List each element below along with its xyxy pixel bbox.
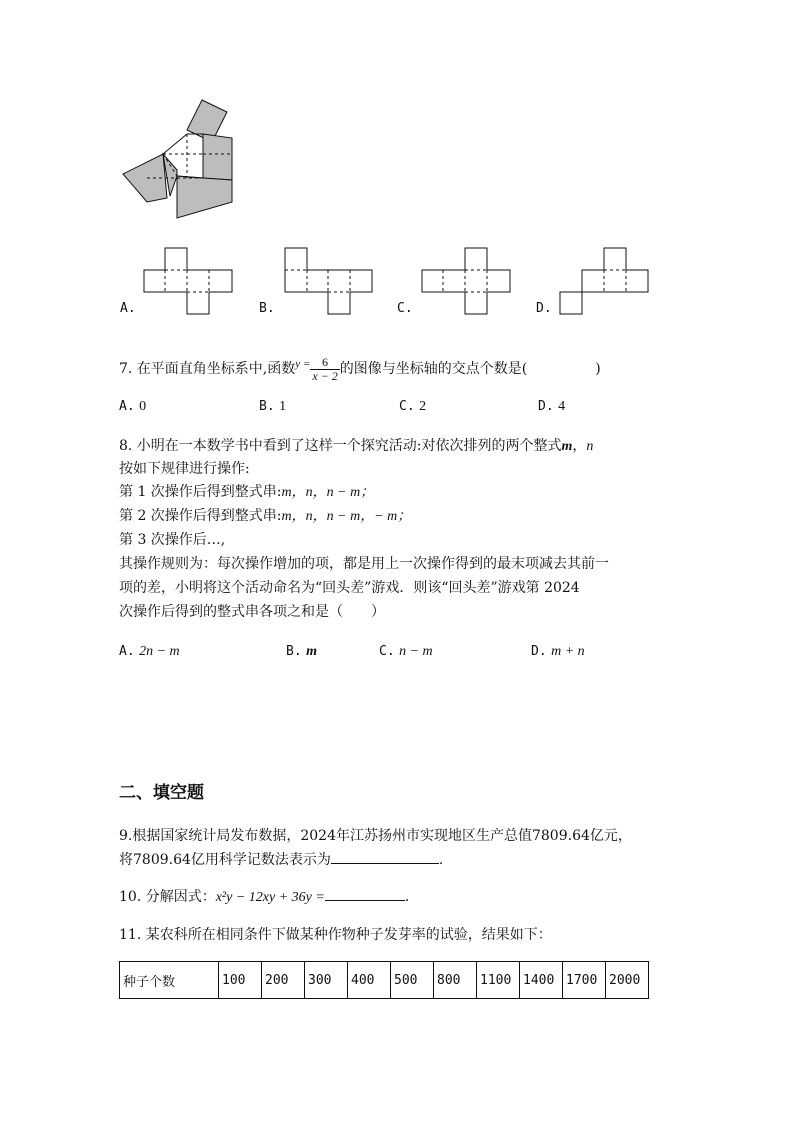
q8-line-5: 第 3 次操作后…,	[119, 532, 226, 548]
q7-fraction	[310, 356, 339, 383]
q9-line-2-text: 将7809.64亿用科学记数法表示为	[119, 852, 331, 868]
table-cell: 1100	[477, 962, 520, 999]
q8-option-c[interactable]	[379, 641, 433, 662]
q8-option-b[interactable]	[286, 641, 317, 662]
option-a-net	[140, 244, 240, 316]
q7-option-a-label: A.	[119, 399, 135, 414]
q10-answer-blank[interactable]	[325, 886, 405, 901]
q9-answer-blank[interactable]	[331, 849, 439, 864]
q6-option-b-label[interactable]: B.	[259, 301, 275, 316]
option-d-net	[556, 244, 656, 316]
q8-option-a[interactable]	[119, 641, 180, 662]
q7-fraction-denominator: x − 2	[312, 368, 338, 383]
q9-period: .	[438, 852, 444, 868]
q11-stem: 11. 某农科所在相同条件下做某种作物种子发芽率的试验，结果如下：	[119, 927, 552, 943]
q7-stem-pre: 7. 在平面直角坐标系中,函数	[119, 361, 296, 377]
q7-paren-close: )	[595, 361, 601, 377]
table-cell: 200	[262, 962, 305, 999]
q7-option-c-value: 2	[419, 399, 427, 414]
q6-option-a-label[interactable]: A.	[120, 301, 136, 316]
q8-line-3	[119, 482, 374, 503]
q10-line	[119, 886, 409, 908]
q7-option-c[interactable]	[399, 396, 426, 417]
q8-line-3-expr: m，n，n − m；	[281, 485, 375, 500]
q8-var-m: m	[561, 439, 573, 454]
q8-line-1	[119, 436, 593, 457]
q9-line-2	[119, 849, 443, 870]
q7-option-c-label: C.	[399, 399, 415, 414]
q7-option-d-value: 4	[558, 399, 566, 414]
table-cell: 500	[391, 962, 434, 999]
q7-stem-post: 的图像与坐标轴的交点个数是(	[339, 361, 528, 377]
option-c-net	[418, 244, 518, 316]
q8-option-d-value: m + n	[551, 644, 585, 659]
q9-line-1: 9.根据国家统计局发布数据，2024年江苏扬州市实现地区生产总值7809.64亿元，	[119, 828, 632, 844]
q7-stem	[119, 354, 601, 383]
q8-line-4	[119, 506, 411, 527]
q7-func-y: y =	[295, 358, 311, 370]
q7-option-a[interactable]	[119, 396, 146, 417]
q10-text: 10. 分解因式：	[119, 889, 216, 905]
table-cell: 100	[219, 962, 262, 999]
table-row	[120, 962, 649, 999]
q8-line-3-text: 第 1 次操作后得到整式串:	[119, 484, 282, 500]
q8-line-8: 次操作后得到的整式串各项之和是（ ）	[119, 604, 385, 620]
q7-fraction-numerator: 6	[310, 356, 339, 370]
table-cell: 2000	[606, 962, 649, 999]
q7-option-b-label: B.	[259, 399, 275, 414]
table-cell: 1700	[563, 962, 606, 999]
q8-option-b-label: B.	[286, 644, 302, 659]
q8-option-c-label: C.	[379, 644, 395, 659]
q8-option-a-label: A.	[119, 644, 135, 659]
q8-line-4-text: 第 2 次操作后得到整式串:	[119, 508, 282, 524]
section-2-title: 二、填空题	[119, 783, 204, 803]
q8-option-b-value: m	[306, 644, 317, 659]
q8-line-7: 项的差，小明将这个活动命名为“回头差”游戏．则该“回头差”游戏第 2024	[119, 580, 580, 596]
seed-table	[119, 961, 649, 999]
cube-net-figure	[115, 92, 240, 222]
q7-option-d-label: D.	[538, 399, 554, 414]
q8-option-c-value: n − m	[399, 644, 433, 659]
q8-line-1-text: 8. 小明在一本数学书中看到了这样一个探究活动:对依次排列的两个整式	[119, 438, 562, 454]
q8-option-d[interactable]	[531, 641, 585, 662]
table-header-seed-count: 种子个数	[120, 962, 219, 999]
q7-option-b-value: 1	[279, 399, 287, 414]
q8-option-a-value: 2n − m	[139, 644, 180, 659]
q6-option-c-label[interactable]: C.	[397, 301, 413, 316]
table-cell: 800	[434, 962, 477, 999]
q7-option-a-value: 0	[139, 399, 147, 414]
option-b-net	[280, 244, 380, 316]
q7-option-d[interactable]	[538, 396, 565, 417]
q10-period: .	[404, 889, 410, 905]
q8-line-2: 按如下规律进行操作:	[119, 461, 250, 477]
q7-option-b[interactable]	[259, 396, 286, 417]
q8-option-d-label: D.	[531, 644, 547, 659]
q8-comma: ，	[572, 438, 587, 454]
table-cell: 400	[348, 962, 391, 999]
table-cell: 300	[305, 962, 348, 999]
table-cell: 1400	[520, 962, 563, 999]
q8-var-n: n	[586, 439, 594, 454]
q6-option-d-label[interactable]: D.	[536, 301, 552, 316]
q10-expression: x²y − 12xy + 36y =	[215, 890, 325, 905]
q8-line-4-expr: m，n，n − m，− m；	[281, 509, 412, 524]
q8-line-6: 其操作规则为：每次操作增加的项，都是用上一次操作得到的最末项减去其前一	[119, 556, 609, 572]
